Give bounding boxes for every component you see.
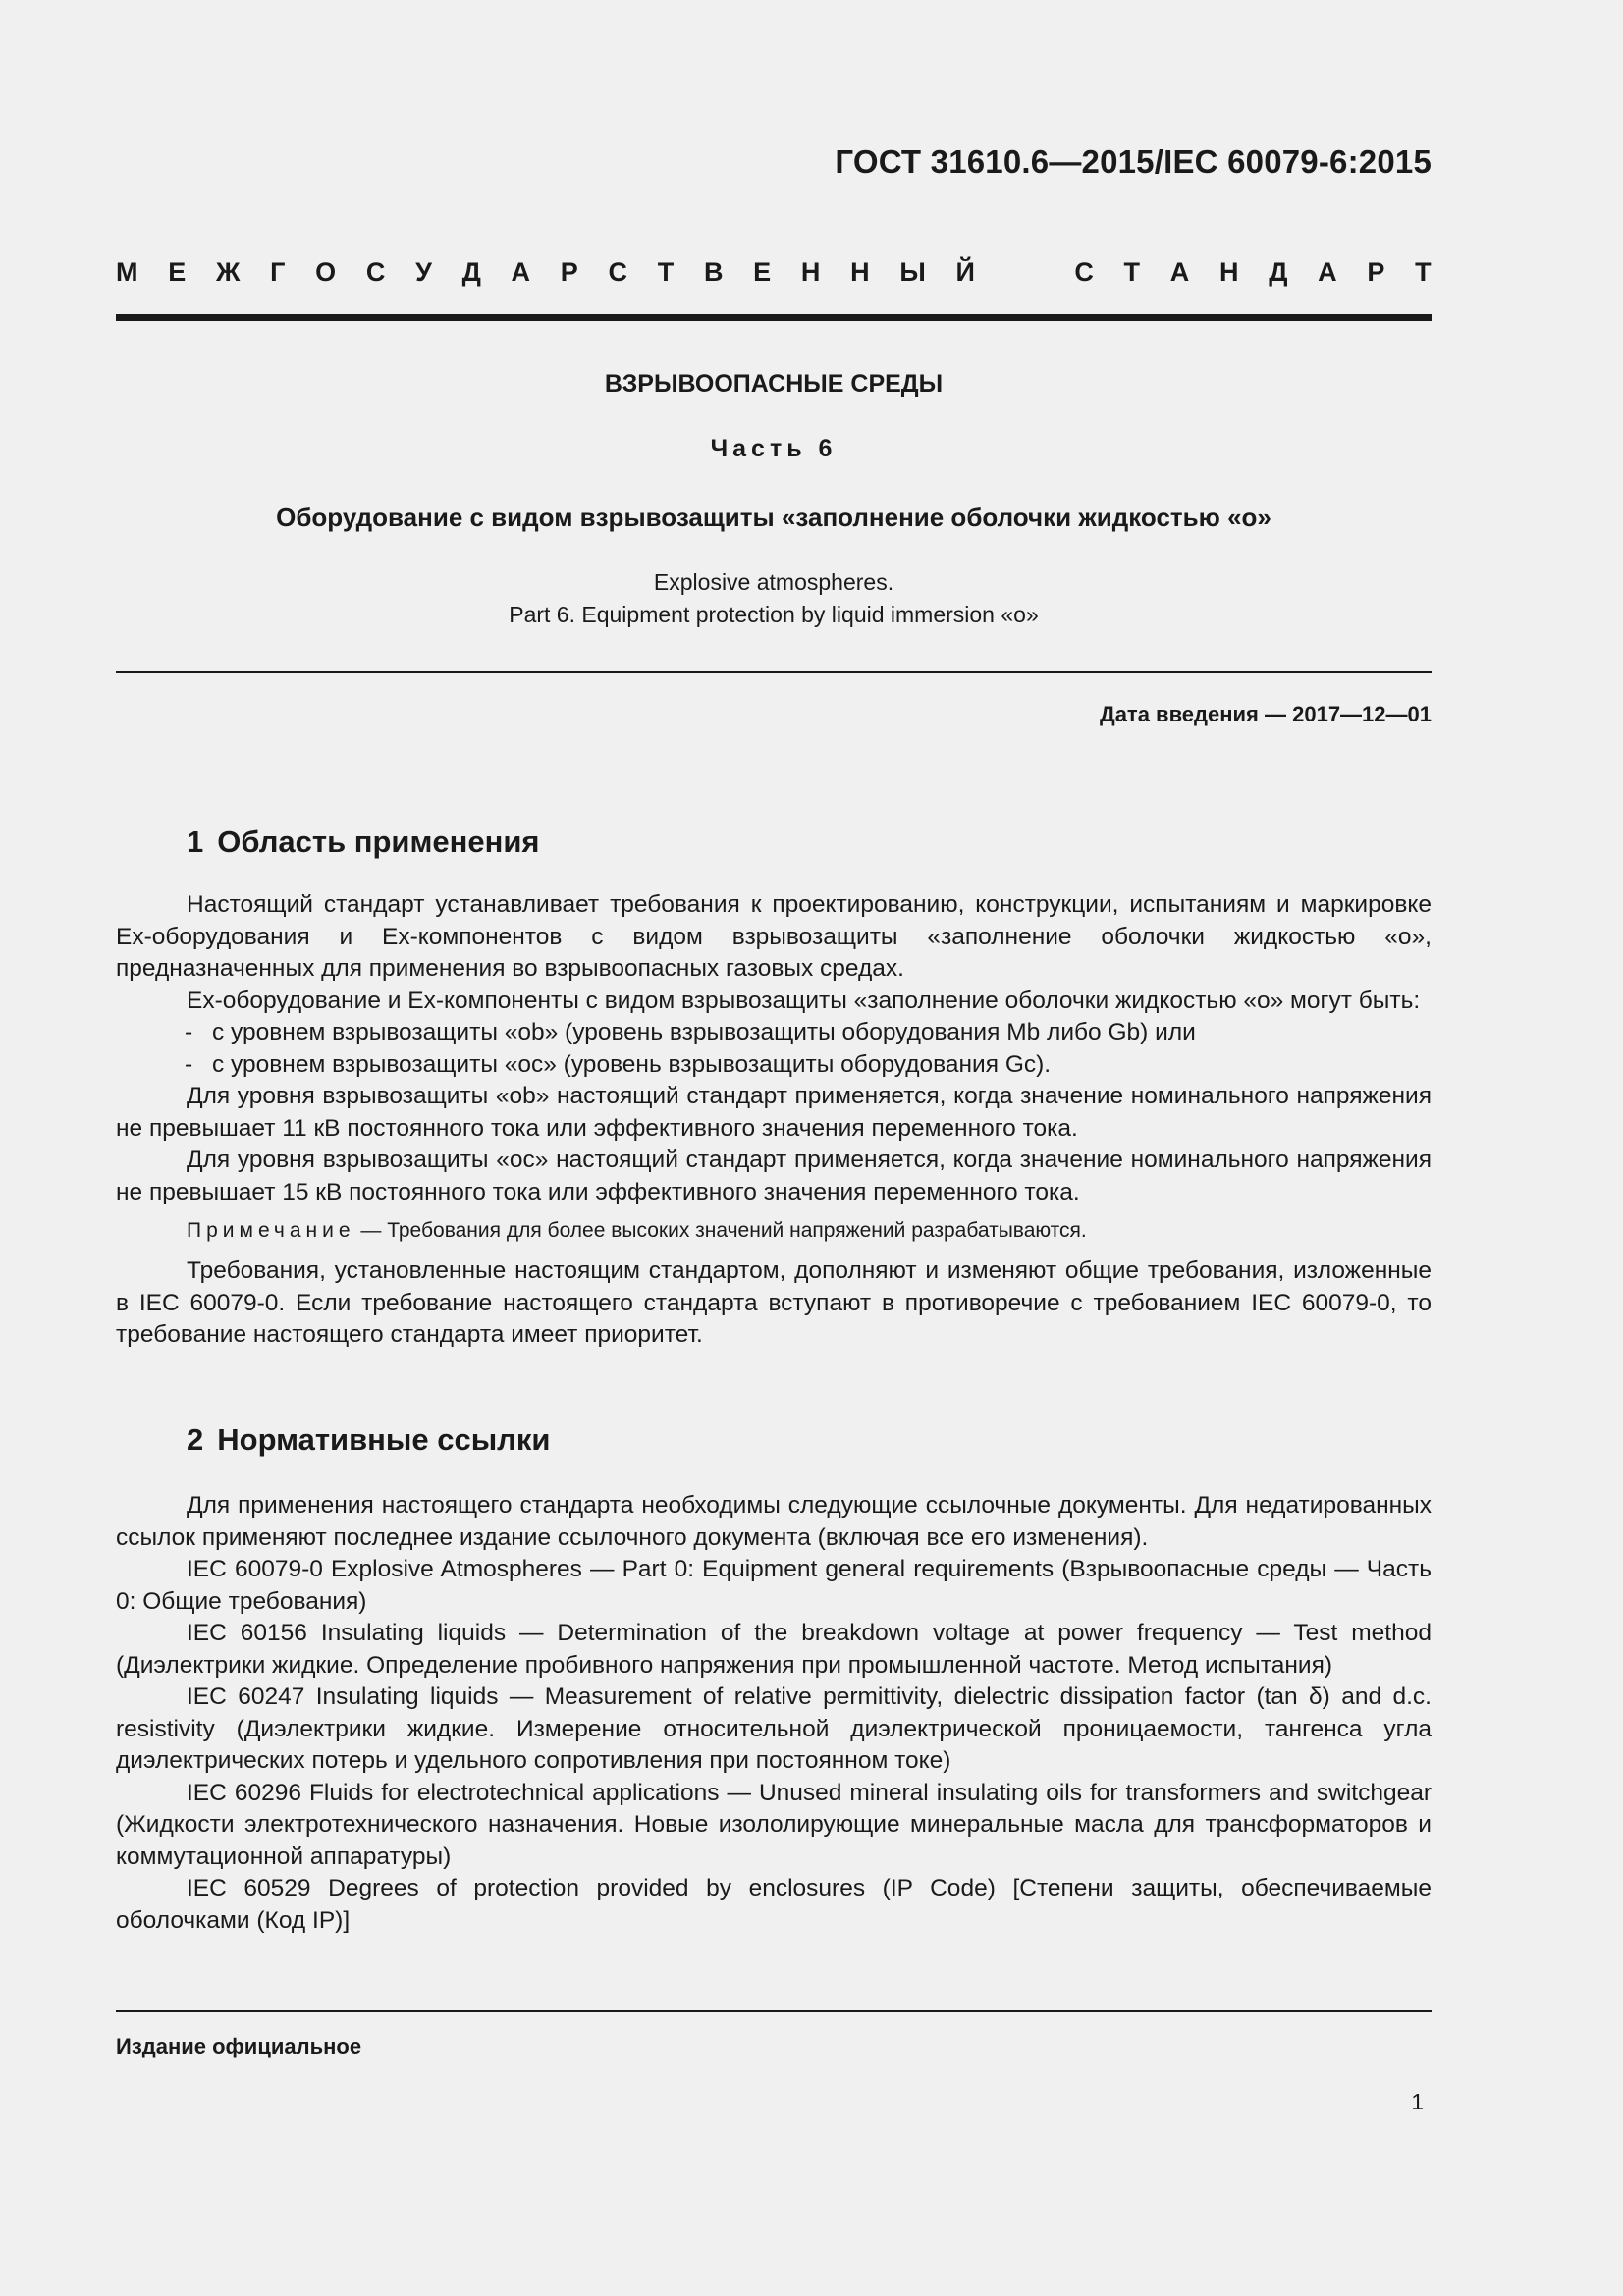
section-1-heading — [187, 825, 540, 860]
official-edition-label: Издание официальное — [116, 2034, 362, 2058]
banner-letter: Т — [1123, 257, 1141, 287]
paragraph: Для уровня взрывозащиты «ob» настоящий стандарт применяется, когда значение номинального напряжения не превышает 11 кВ постоянного тока или эффективного значения переменного тока. — [116, 1083, 1432, 1142]
banner-letter: Р — [1367, 257, 1385, 287]
english-title-line1: Explosive atmospheres. — [653, 569, 894, 595]
banner-letter: С — [1074, 257, 1094, 287]
banner-letter: Р — [560, 257, 578, 287]
section-2-heading — [187, 1422, 550, 1458]
header-thick-divider — [116, 314, 1432, 321]
introduction-date: Дата введения — 2017—12—01 — [1100, 702, 1432, 726]
title-divider — [116, 671, 1432, 673]
banner-letter: Н — [800, 257, 821, 287]
banner-letter: Й — [955, 257, 975, 287]
banner-letter: А — [511, 257, 531, 287]
section-1-body — [116, 889, 1432, 1352]
banner-letter: С — [365, 257, 386, 287]
banner-letter: Т — [657, 257, 675, 287]
reference-entry: IEC 60156 Insulating liquids — Determination of the breakdown voltage at power frequency — Test method (Диэлектрики жидкие. Определение пробивного напряжения при промышленной частоте. Метод испытания) — [116, 1620, 1432, 1679]
banner-letter: А — [1318, 257, 1337, 287]
note — [116, 1216, 1432, 1246]
note-text: — Требования для более высоких значений напряжений разрабатываются. — [354, 1219, 1087, 1242]
standard-title: ВЗРЫВООПАСНЫЕ СРЕДЫ — [604, 370, 944, 398]
banner-letter: Ы — [899, 257, 926, 287]
banner-letter: С — [608, 257, 627, 287]
banner-letter: Д — [1269, 257, 1288, 287]
reference-entry: IEC 60529 Degrees of protection provided by enclosures (IP Code) [Степени защиты, обеспечиваемые оболочками (Код IP)] — [116, 1875, 1432, 1934]
list-item-text: с уровнем взрывозащиты «ob» (уровень взрывозащиты оборудования Mb либо Gb) или — [212, 1019, 1196, 1045]
reference-entry: IEC 60296 Fluids for electrotechnical applications — Unused mineral insulating oils for transformers and switchgear (Жидкости электротехнического назначения. Новые изололирующие минеральные масла для трансформаторов и коммутационной аппаратуры) — [116, 1779, 1432, 1870]
banner-letter: Н — [850, 257, 870, 287]
paragraph: Ex-оборудование и Ex-компоненты с видом взрывозащиты «заполнение оболочки жидкостью «о» могут быть: — [187, 987, 1421, 1014]
banner-word-gap — [1005, 257, 1045, 288]
banner-letter: Е — [168, 257, 187, 287]
banner-letter: Ж — [215, 257, 241, 287]
english-title-line2: Part 6. Equipment protection by liquid immersion «o» — [509, 602, 1039, 627]
section-1-title: Область применения — [217, 825, 540, 859]
list-item-text: с уровнем взрывозащиты «oc» (уровень взрывозащиты оборудования Gc). — [212, 1050, 1052, 1078]
note-label: Примечание — [187, 1219, 355, 1242]
list-item: - с уровнем взрывозащиты «oc» (уровень взрывозащиты оборудования Gc). — [185, 1050, 1052, 1078]
paragraph: Для уровня взрывозащиты «oc» настоящий стандарт применяется, когда значение номинального напряжения не превышает 15 кВ постоянного тока или эффективного значения переменного тока. — [116, 1147, 1432, 1205]
section-2-title: Нормативные ссылки — [217, 1422, 551, 1457]
footer-divider — [116, 2010, 1432, 2012]
paragraph: Требования, установленные настоящим стандартом, дополняют и изменяют общие требования, изложенные в IEC 60079-0. Если требование настоящего стандарта вступают в противоречие с требованием IEC 60079-0, то требование настоящего стандарта имеет приоритет. — [116, 1257, 1432, 1348]
section-1-number: 1 — [187, 825, 204, 859]
paragraph: Для применения настоящего стандарта необходимы следующие ссылочные документы. Для недатированных ссылок применяют последнее издание ссылочного документа (включая все его изменения). — [116, 1492, 1432, 1551]
section-2-number: 2 — [187, 1422, 204, 1457]
section-2-body — [116, 1490, 1432, 1937]
banner-letter: Г — [270, 257, 286, 287]
banner-letter: У — [415, 257, 432, 287]
page-number: 1 — [1411, 2089, 1424, 2114]
document-id: ГОСТ 31610.6—2015/IEC 60079-6:2015 — [835, 143, 1432, 180]
banner-letter: Н — [1218, 257, 1239, 287]
reference-entry: IEC 60247 Insulating liquids — Measurement of relative permittivity, dielectric dissipation factor (tan δ) and d.c. resistivity (Диэлектрики жидкие. Измерение относительной диэлектрической проницаемости, тангенса угла диэлектрических потерь и удельного сопротивления при постоянном токе) — [116, 1683, 1432, 1774]
banner-letter: А — [1169, 257, 1190, 287]
banner-letter: О — [315, 257, 337, 287]
interstate-standard-banner — [116, 257, 1432, 288]
banner-letter: В — [703, 257, 724, 287]
standard-subtitle: Оборудование с видом взрывозащиты «заполнение оболочки жидкостью «о» — [276, 503, 1271, 532]
paragraph: Настоящий стандарт устанавливает требования к проектированию, конструкции, испытаниям и маркировке Ex-оборудования и Ex-компонентов с видом взрывозащиты «заполнение оболочки жидкостью «о», предназначенных для применения во взрывоопасных газовых средах. — [116, 891, 1432, 982]
list-item: - с уровнем взрывозащиты «ob» (уровень взрывозащиты оборудования Mb либо Gb) или — [185, 1019, 1196, 1045]
banner-letter: Т — [1415, 257, 1432, 287]
banner-letter: М — [116, 257, 138, 287]
banner-letter: Е — [753, 257, 772, 287]
standard-part: Часть 6 — [710, 435, 838, 462]
english-title — [116, 566, 1432, 631]
document-page — [116, 0, 1432, 2296]
banner-letter: Д — [461, 257, 481, 287]
reference-entry: IEC 60079-0 Explosive Atmospheres — Part 0: Equipment general requirements (Взрывоопасные среды — Часть 0: Общие требования) — [116, 1556, 1432, 1615]
